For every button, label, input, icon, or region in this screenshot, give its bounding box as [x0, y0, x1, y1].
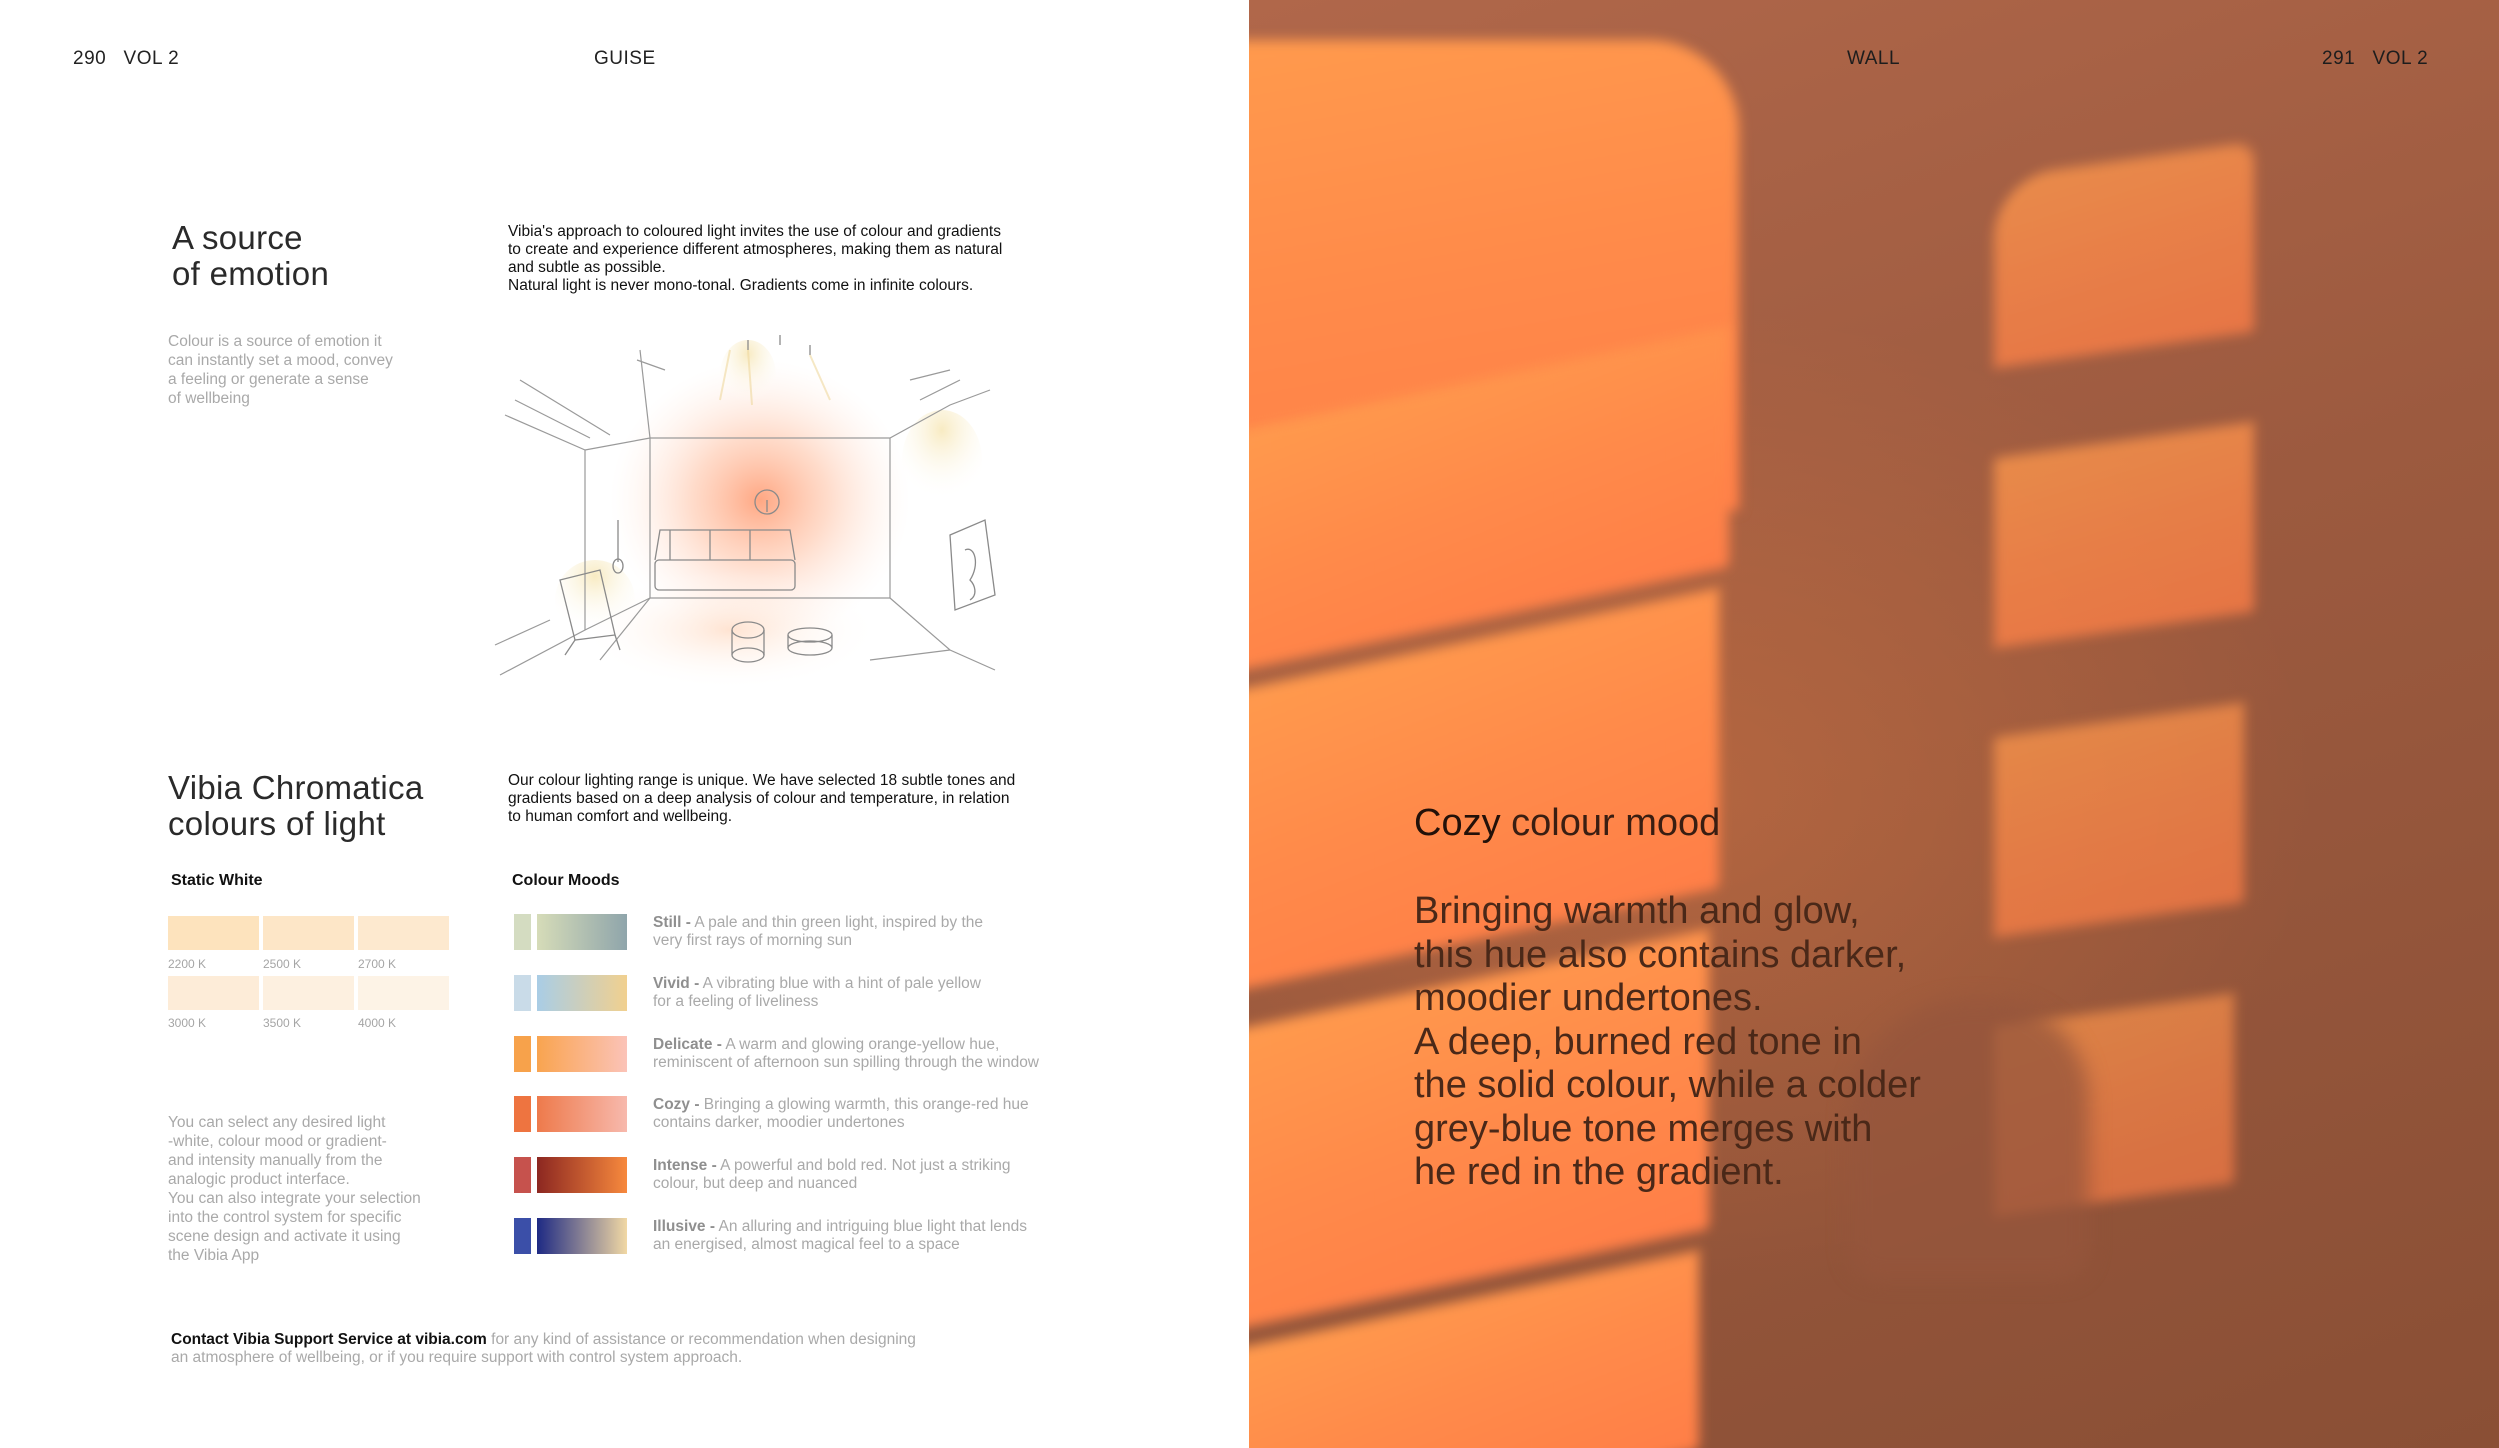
- contact-note: [171, 1331, 916, 1367]
- mood-line: reminiscent of afternoon sun spilling through the window: [653, 1054, 1040, 1071]
- mood-solid-swatch: [514, 1096, 531, 1132]
- room-sketch-illustration: [490, 330, 1030, 700]
- intro-line: Vibia's approach to coloured light invites the use of colour and gradients: [508, 223, 1001, 240]
- mood-name: Delicate -: [653, 1036, 722, 1053]
- static-white-label: Static White: [171, 872, 263, 889]
- swatch-3500k: [263, 976, 354, 1010]
- paragraph-line: You can also integrate your selection: [168, 1190, 421, 1207]
- intro-line: Natural light is never mono-tonal. Gradients come in infinite colours.: [508, 277, 974, 294]
- mood-row-illusive: [514, 1218, 1094, 1258]
- emotion-intro: [508, 223, 1002, 295]
- mood-gradient-swatch: [537, 1157, 627, 1193]
- intro-line: Our colour lighting range is unique. We have selected 18 subtle tones and: [508, 772, 1016, 789]
- mood-gradient-swatch: [537, 975, 627, 1011]
- mood-row-still: [514, 914, 1094, 954]
- paragraph-line: -white, colour mood or gradient-: [168, 1133, 387, 1150]
- paragraph-line: this hue also contains darker,: [1414, 933, 1907, 976]
- paragraph-line: the solid colour, while a colder: [1414, 1064, 1921, 1106]
- kelvin-label: 3500 K: [263, 1016, 302, 1030]
- mood-gradient-swatch: [537, 1218, 627, 1254]
- swatch-2700k: [358, 916, 449, 950]
- right-page-photo: [1249, 0, 2499, 1448]
- paragraph-line: You can select any desired light: [168, 1114, 386, 1131]
- mood-name: Intense -: [653, 1157, 717, 1174]
- left-page: [0, 0, 1249, 1448]
- light-pane: [1994, 702, 2244, 937]
- mood-gradient-swatch: [537, 914, 627, 950]
- selection-paragraph: [168, 1113, 421, 1265]
- section-title-right: WALL: [1847, 48, 1901, 69]
- kelvin-label: 3000 K: [168, 1016, 207, 1030]
- emotion-title: [172, 220, 329, 292]
- mood-row-intense: [514, 1157, 1094, 1197]
- kelvin-label: 4000 K: [358, 1016, 397, 1030]
- volume-label: VOL 2: [2372, 48, 2429, 69]
- mood-description: [653, 1157, 1093, 1193]
- kelvin-label: 2500 K: [263, 957, 302, 971]
- mood-line: an energised, almost magical feel to a space: [653, 1236, 960, 1253]
- paragraph-line: he red in the gradient.: [1414, 1151, 1784, 1193]
- mood-row-cozy: [514, 1096, 1094, 1136]
- section-title-left: GUISE: [594, 48, 656, 69]
- kelvin-label: 2200 K: [168, 957, 207, 971]
- chromatica-intro: [508, 772, 1015, 826]
- swatch-4000k: [358, 976, 449, 1010]
- mood-line: contains darker, moodier undertones: [653, 1114, 905, 1131]
- paragraph-line: into the control system for specific: [168, 1209, 402, 1226]
- mood-description: [653, 1096, 1093, 1132]
- mood-solid-swatch: [514, 975, 531, 1011]
- mood-gradient-swatch: [537, 1036, 627, 1072]
- mood-name: Vivid -: [653, 975, 700, 992]
- paragraph-line: the Vibia App: [168, 1247, 260, 1264]
- page-number: 291: [2322, 48, 2356, 69]
- mood-line: A powerful and bold red. Not just a striking: [716, 1157, 1011, 1174]
- page-number-left: [73, 48, 179, 70]
- mood-description: [653, 1036, 1093, 1072]
- mood-line: A warm and glowing orange-yellow hue,: [721, 1036, 1000, 1053]
- mood-line: A pale and thin green light, inspired by the: [690, 914, 984, 931]
- paragraph-line: scene design and activate it using: [168, 1228, 401, 1245]
- subtitle-line: can instantly set a mood, convey: [168, 352, 393, 369]
- mood-row-delicate: [514, 1036, 1094, 1076]
- swatch-2200k: [168, 916, 259, 950]
- mood-line: An alluring and intriguing blue light that lends: [715, 1218, 1027, 1235]
- volume-label: VOL 2: [123, 48, 180, 69]
- chromatica-title: [168, 770, 423, 842]
- page-number-right: [2322, 48, 2428, 70]
- intro-line: to human comfort and wellbeing.: [508, 808, 733, 825]
- mood-description: [653, 1218, 1093, 1254]
- intro-line: and subtle as possible.: [508, 259, 666, 276]
- paragraph-line: moodier undertones.: [1414, 977, 1763, 1019]
- mood-solid-swatch: [514, 1157, 531, 1193]
- subtitle-line: Colour is a source of emotion it: [168, 333, 382, 350]
- mood-heading: [1414, 802, 1720, 845]
- kelvin-label: 2700 K: [358, 957, 397, 971]
- chromatica-title-line: colours of light: [168, 805, 386, 842]
- light-pane: [1994, 142, 2254, 369]
- paragraph-line: A deep, burned red tone in: [1414, 1020, 1862, 1063]
- mood-name: Illusive -: [653, 1218, 716, 1235]
- mood-line: colour, but deep and nuanced: [653, 1175, 858, 1192]
- chromatica-title-line: Vibia Chromatica: [168, 769, 424, 806]
- contact-line: an atmosphere of wellbeing, or if you require support with control system approach.: [171, 1349, 743, 1366]
- emotion-title-line: of emotion: [172, 255, 330, 292]
- light-pane: [1994, 422, 2254, 649]
- mood-solid-swatch: [514, 1218, 531, 1254]
- mood-line: for a feeling of liveliness: [653, 993, 819, 1010]
- mood-solid-swatch: [514, 914, 531, 950]
- paragraph-line: analogic product interface.: [168, 1171, 350, 1188]
- intro-line: to create and experience different atmospheres, making them as natural: [508, 241, 1003, 258]
- paragraph-line: and intensity manually from the: [168, 1152, 383, 1169]
- swatch-3000k: [168, 976, 259, 1010]
- mood-name: Still -: [653, 914, 691, 931]
- subtitle-line: of wellbeing: [168, 390, 250, 407]
- page-number: 290: [73, 48, 107, 69]
- mood-heading-rest: colour mood: [1500, 802, 1721, 844]
- mood-row-vivid: [514, 975, 1094, 1015]
- contact-line: for any kind of assistance or recommendation when designing: [486, 1331, 916, 1348]
- emotion-title-line: A source: [172, 219, 303, 256]
- paragraph-line: Bringing warmth and glow,: [1414, 890, 1860, 932]
- mood-paragraph: [1414, 890, 1921, 1195]
- mood-line: Bringing a glowing warmth, this orange-red hue: [699, 1096, 1029, 1113]
- mood-description: [653, 975, 1093, 1011]
- colour-moods-label: Colour Moods: [512, 872, 620, 889]
- mood-gradient-swatch: [537, 1096, 627, 1132]
- subtitle-line: a feeling or generate a sense: [168, 371, 369, 388]
- intro-line: gradients based on a deep analysis of colour and temperature, in relation: [508, 790, 1010, 807]
- swatch-2500k: [263, 916, 354, 950]
- mood-heading-bold: Cozy: [1414, 802, 1501, 844]
- mood-line: A vibrating blue with a hint of pale yellow: [699, 975, 981, 992]
- contact-link[interactable]: Contact Vibia Support Service at vibia.com: [171, 1331, 487, 1348]
- mood-solid-swatch: [514, 1036, 531, 1072]
- mood-name: Cozy -: [653, 1096, 700, 1113]
- mood-description: [653, 914, 1093, 950]
- paragraph-line: grey-blue tone merges with: [1414, 1107, 1873, 1150]
- emotion-subtitle: [168, 332, 393, 408]
- mood-line: very first rays of morning sun: [653, 932, 852, 949]
